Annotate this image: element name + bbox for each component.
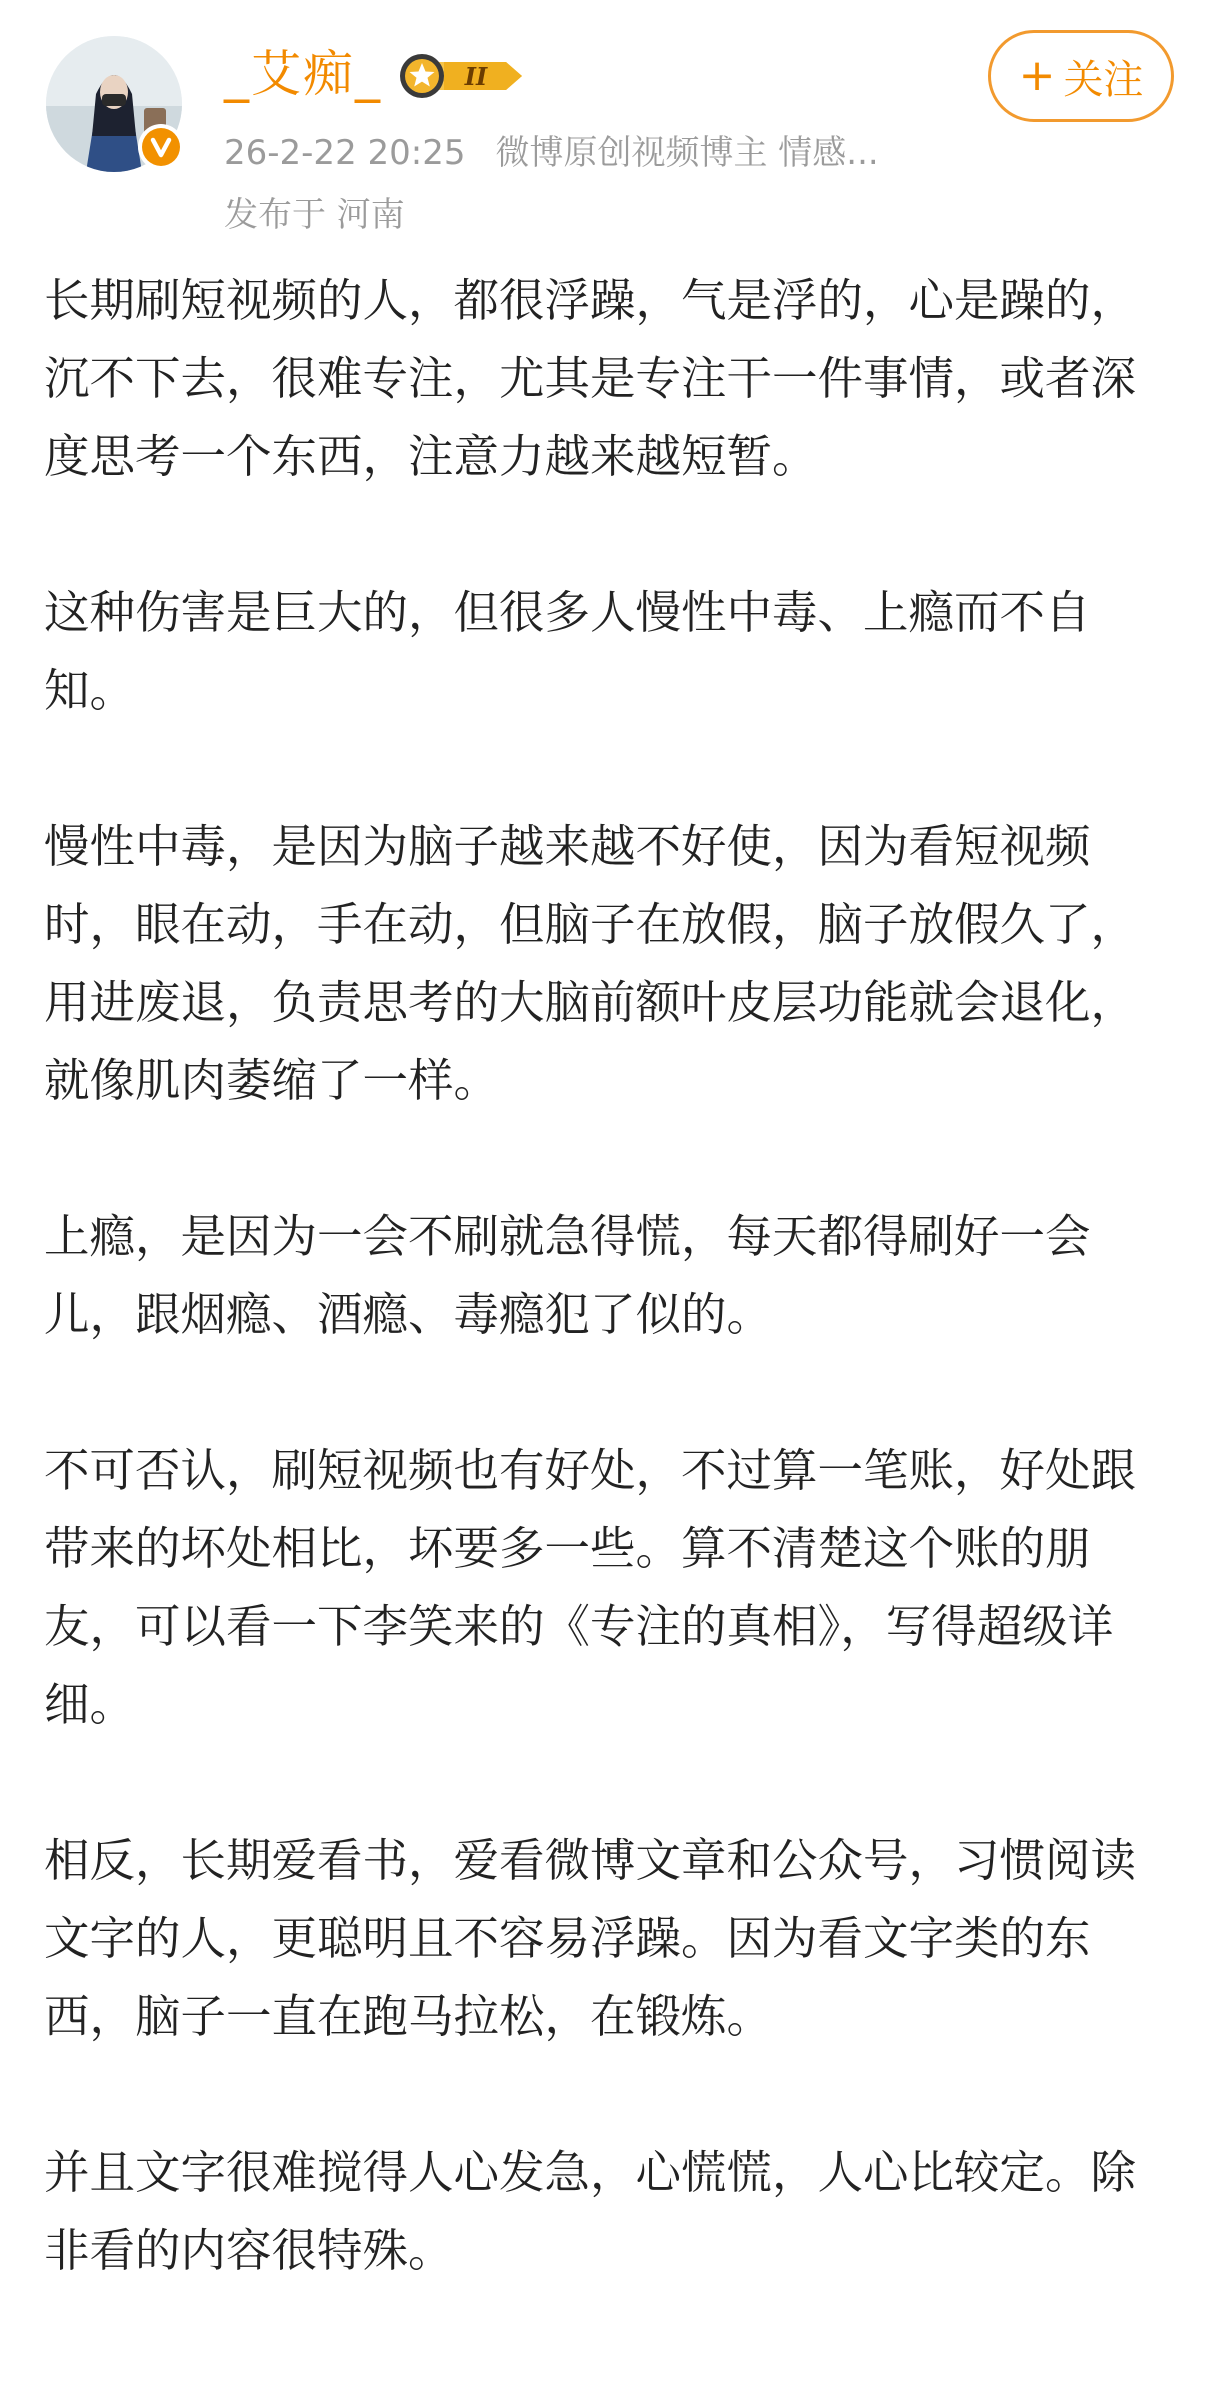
username[interactable]: _艾痴_ [224,45,382,103]
post-paragraph: 相反，长期爱看书，爱看微博文章和公众号，习惯阅读文字的人，更聪明且不容易浮躁。因为看文字类的东西，脑子一直在跑马拉松，在锻炼。 [44,1834,1137,2043]
post-timestamp: 26-2-22 20:25 [224,133,466,173]
post-paragraph: 并且文字很难搅得人心发急，心慌慌，人心比较定。除非看的内容很特殊。 [44,2146,1137,2277]
verified-badge-icon [138,124,184,170]
post-meta [224,128,879,178]
post-paragraph: 上瘾，是因为一会不刷就急得慌，每天都得刷好一会儿，跟烟瘾、酒瘾、毒瘾犯了似的。 [44,1210,1091,1341]
post-body [44,262,1174,2368]
post-paragraph: 长期刷短视频的人，都很浮躁，气是浮的，心是躁的，沉不下去，很难专注，尤其是专注干一件事情，或者深度思考一个东西，注意力越来越短暂。 [44,274,1137,483]
post-source[interactable]: 微博原创视频博主 情感... [495,133,879,173]
plus-icon: + [1018,50,1056,101]
level-badge-icon [398,50,534,102]
post-paragraph: 这种伤害是巨大的，但很多人慢性中毒、上瘾而不自知。 [44,586,1091,717]
level-badge-text: II [464,62,488,91]
follow-button-label: 关注 [1063,56,1144,103]
post-header [0,0,1216,240]
post-paragraph: 不可否认，刷短视频也有好处，不过算一笔账，好处跟带来的坏处相比，坏要多一些。算不清楚这个账的朋友，可以看一下李笑来的《专注的真相》，写得超级详细。 [44,1444,1137,1731]
post-location: 发布于 河南 [224,195,405,235]
post-paragraph: 慢性中毒，是因为脑子越来越不好使，因为看短视频时，眼在动，手在动，但脑子在放假，脑子放假久了，用进废退，负责思考的大脑前额叶皮层功能就会退化，就像肌肉萎缩了一样。 [44,820,1137,1107]
follow-button[interactable] [988,30,1174,122]
